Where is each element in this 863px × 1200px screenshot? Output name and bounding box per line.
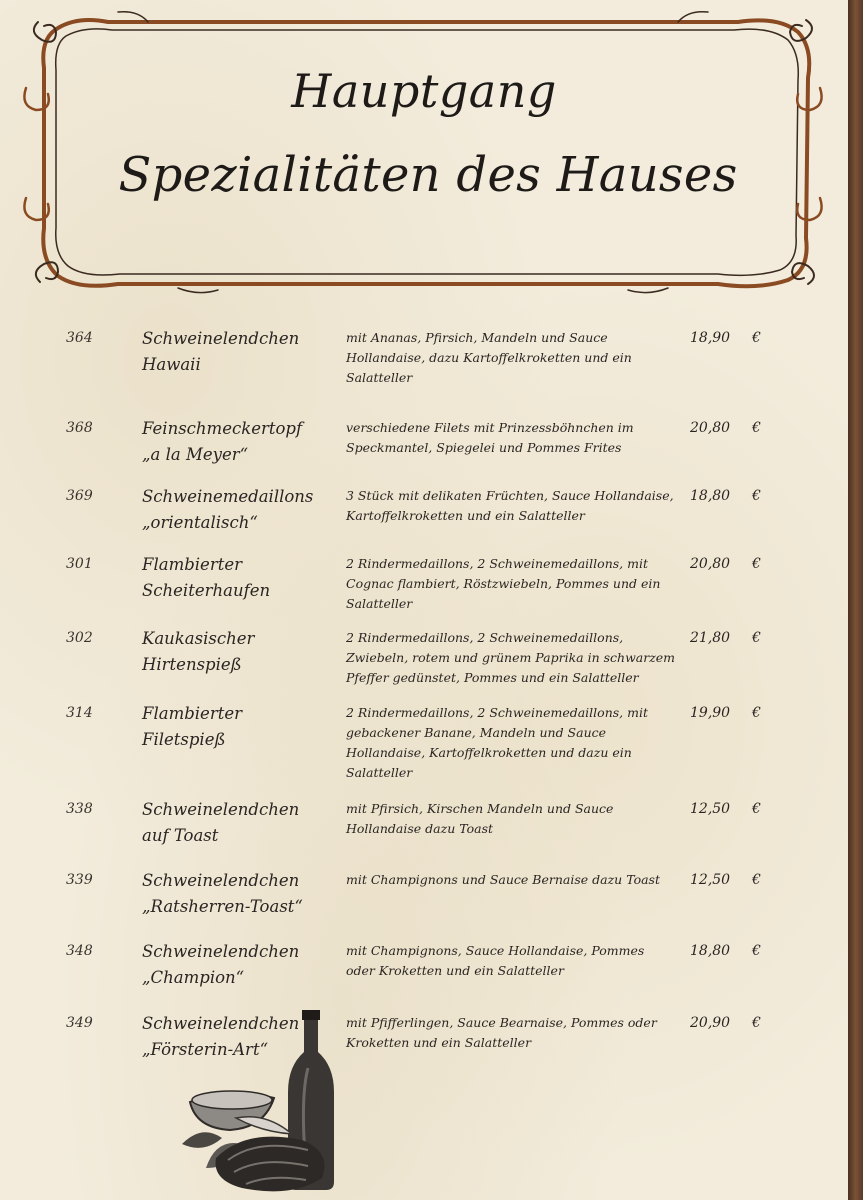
currency-symbol: € — [752, 556, 761, 572]
item-number: 301 — [66, 556, 93, 572]
currency-symbol: € — [752, 705, 761, 721]
item-name: Schweinelendchen Hawaii — [142, 329, 300, 374]
currency-symbol: € — [752, 872, 761, 888]
item-description: 2 Rindermedaillons, 2 Schweinemedaillons, mit Cognac flambiert, Röstzwiebeln, Pommes und ein Salatteller — [346, 556, 661, 611]
item-description: mit Pfifferlingen, Sauce Bearnaise, Pommes oder Kroketten und ein Salatteller — [346, 1015, 657, 1050]
item-price: 12,50 — [690, 872, 731, 888]
item-price: 18,80 — [690, 488, 731, 504]
item-price: 20,80 — [690, 556, 731, 572]
item-description: 3 Stück mit delikaten Früchten, Sauce Hollandaise, Kartoffelkroketten und ein Salatteller — [346, 488, 674, 523]
item-number: 364 — [66, 330, 93, 346]
currency-symbol: € — [752, 330, 761, 346]
item-description: mit Champignons und Sauce Bernaise dazu Toast — [346, 872, 660, 887]
item-price: 20,80 — [690, 420, 731, 436]
item-price: 21,80 — [690, 630, 731, 646]
currency-symbol: € — [752, 801, 761, 817]
item-name: Kaukasischer Hirtenspieß — [142, 629, 255, 674]
item-number: 349 — [66, 1015, 93, 1031]
item-number: 338 — [66, 801, 93, 817]
currency-symbol: € — [752, 1015, 761, 1031]
item-description: mit Pfirsich, Kirschen Mandeln und Sauce Hollandaise dazu Toast — [346, 801, 614, 836]
item-number: 314 — [66, 705, 93, 721]
item-description: mit Champignons, Sauce Hollandaise, Pommes oder Kroketten und ein Salatteller — [346, 943, 645, 978]
currency-symbol: € — [752, 943, 761, 959]
wine-bottle-still-life-illustration — [176, 1008, 356, 1198]
item-description: 2 Rindermedaillons, 2 Schweinemedaillons, mit gebackener Banane, Mandeln und Sauce Hollandaise, Kartoffelkroketten und dazu ein Salatteller — [346, 705, 648, 780]
item-price: 19,90 — [690, 705, 731, 721]
item-number: 369 — [66, 488, 93, 504]
item-description: 2 Rindermedaillons, 2 Schweinemedaillons, Zwiebeln, rotem und grünem Paprika in schwarzem Pfeffer gedünstet, Pommes und ein Salatteller — [346, 630, 676, 685]
item-price: 18,80 — [690, 943, 731, 959]
currency-symbol: € — [752, 630, 761, 646]
item-number: 302 — [66, 630, 93, 646]
currency-symbol: € — [752, 488, 761, 504]
table-edge-background — [848, 0, 863, 1200]
item-number: 348 — [66, 943, 93, 959]
item-price: 12,50 — [690, 801, 731, 817]
item-description: mit Ananas, Pfirsich, Mandeln und Sauce Hollandaise, dazu Kartoffelkroketten und ein Salatteller — [346, 330, 632, 385]
item-number: 368 — [66, 420, 93, 436]
item-number: 339 — [66, 872, 93, 888]
item-name: Flambierter Filetspieß — [142, 704, 242, 749]
item-name: Schweinelendchen „Försterin-Art“ — [142, 1014, 300, 1059]
item-name: Flambierter Scheiterhaufen — [142, 555, 271, 600]
page-subtitle: Spezialitäten des Hauses — [118, 147, 738, 203]
currency-symbol: € — [752, 420, 761, 436]
item-name: Schweinelendchen auf Toast — [142, 800, 300, 845]
item-name: Schweinelendchen „Champion“ — [142, 942, 300, 987]
item-price: 20,90 — [690, 1015, 731, 1031]
item-description: verschiedene Filets mit Prinzessböhnchen im Speckmantel, Spiegelei und Pommes Frites — [346, 420, 634, 455]
item-name: Feinschmeckertopf „a la Meyer“ — [142, 419, 303, 464]
item-name: Schweinemedaillons „orientalisch“ — [142, 487, 314, 532]
page-title: Hauptgang — [291, 64, 557, 118]
item-name: Schweinelendchen „Ratsherren-Toast“ — [142, 871, 303, 916]
item-price: 18,90 — [690, 330, 731, 346]
